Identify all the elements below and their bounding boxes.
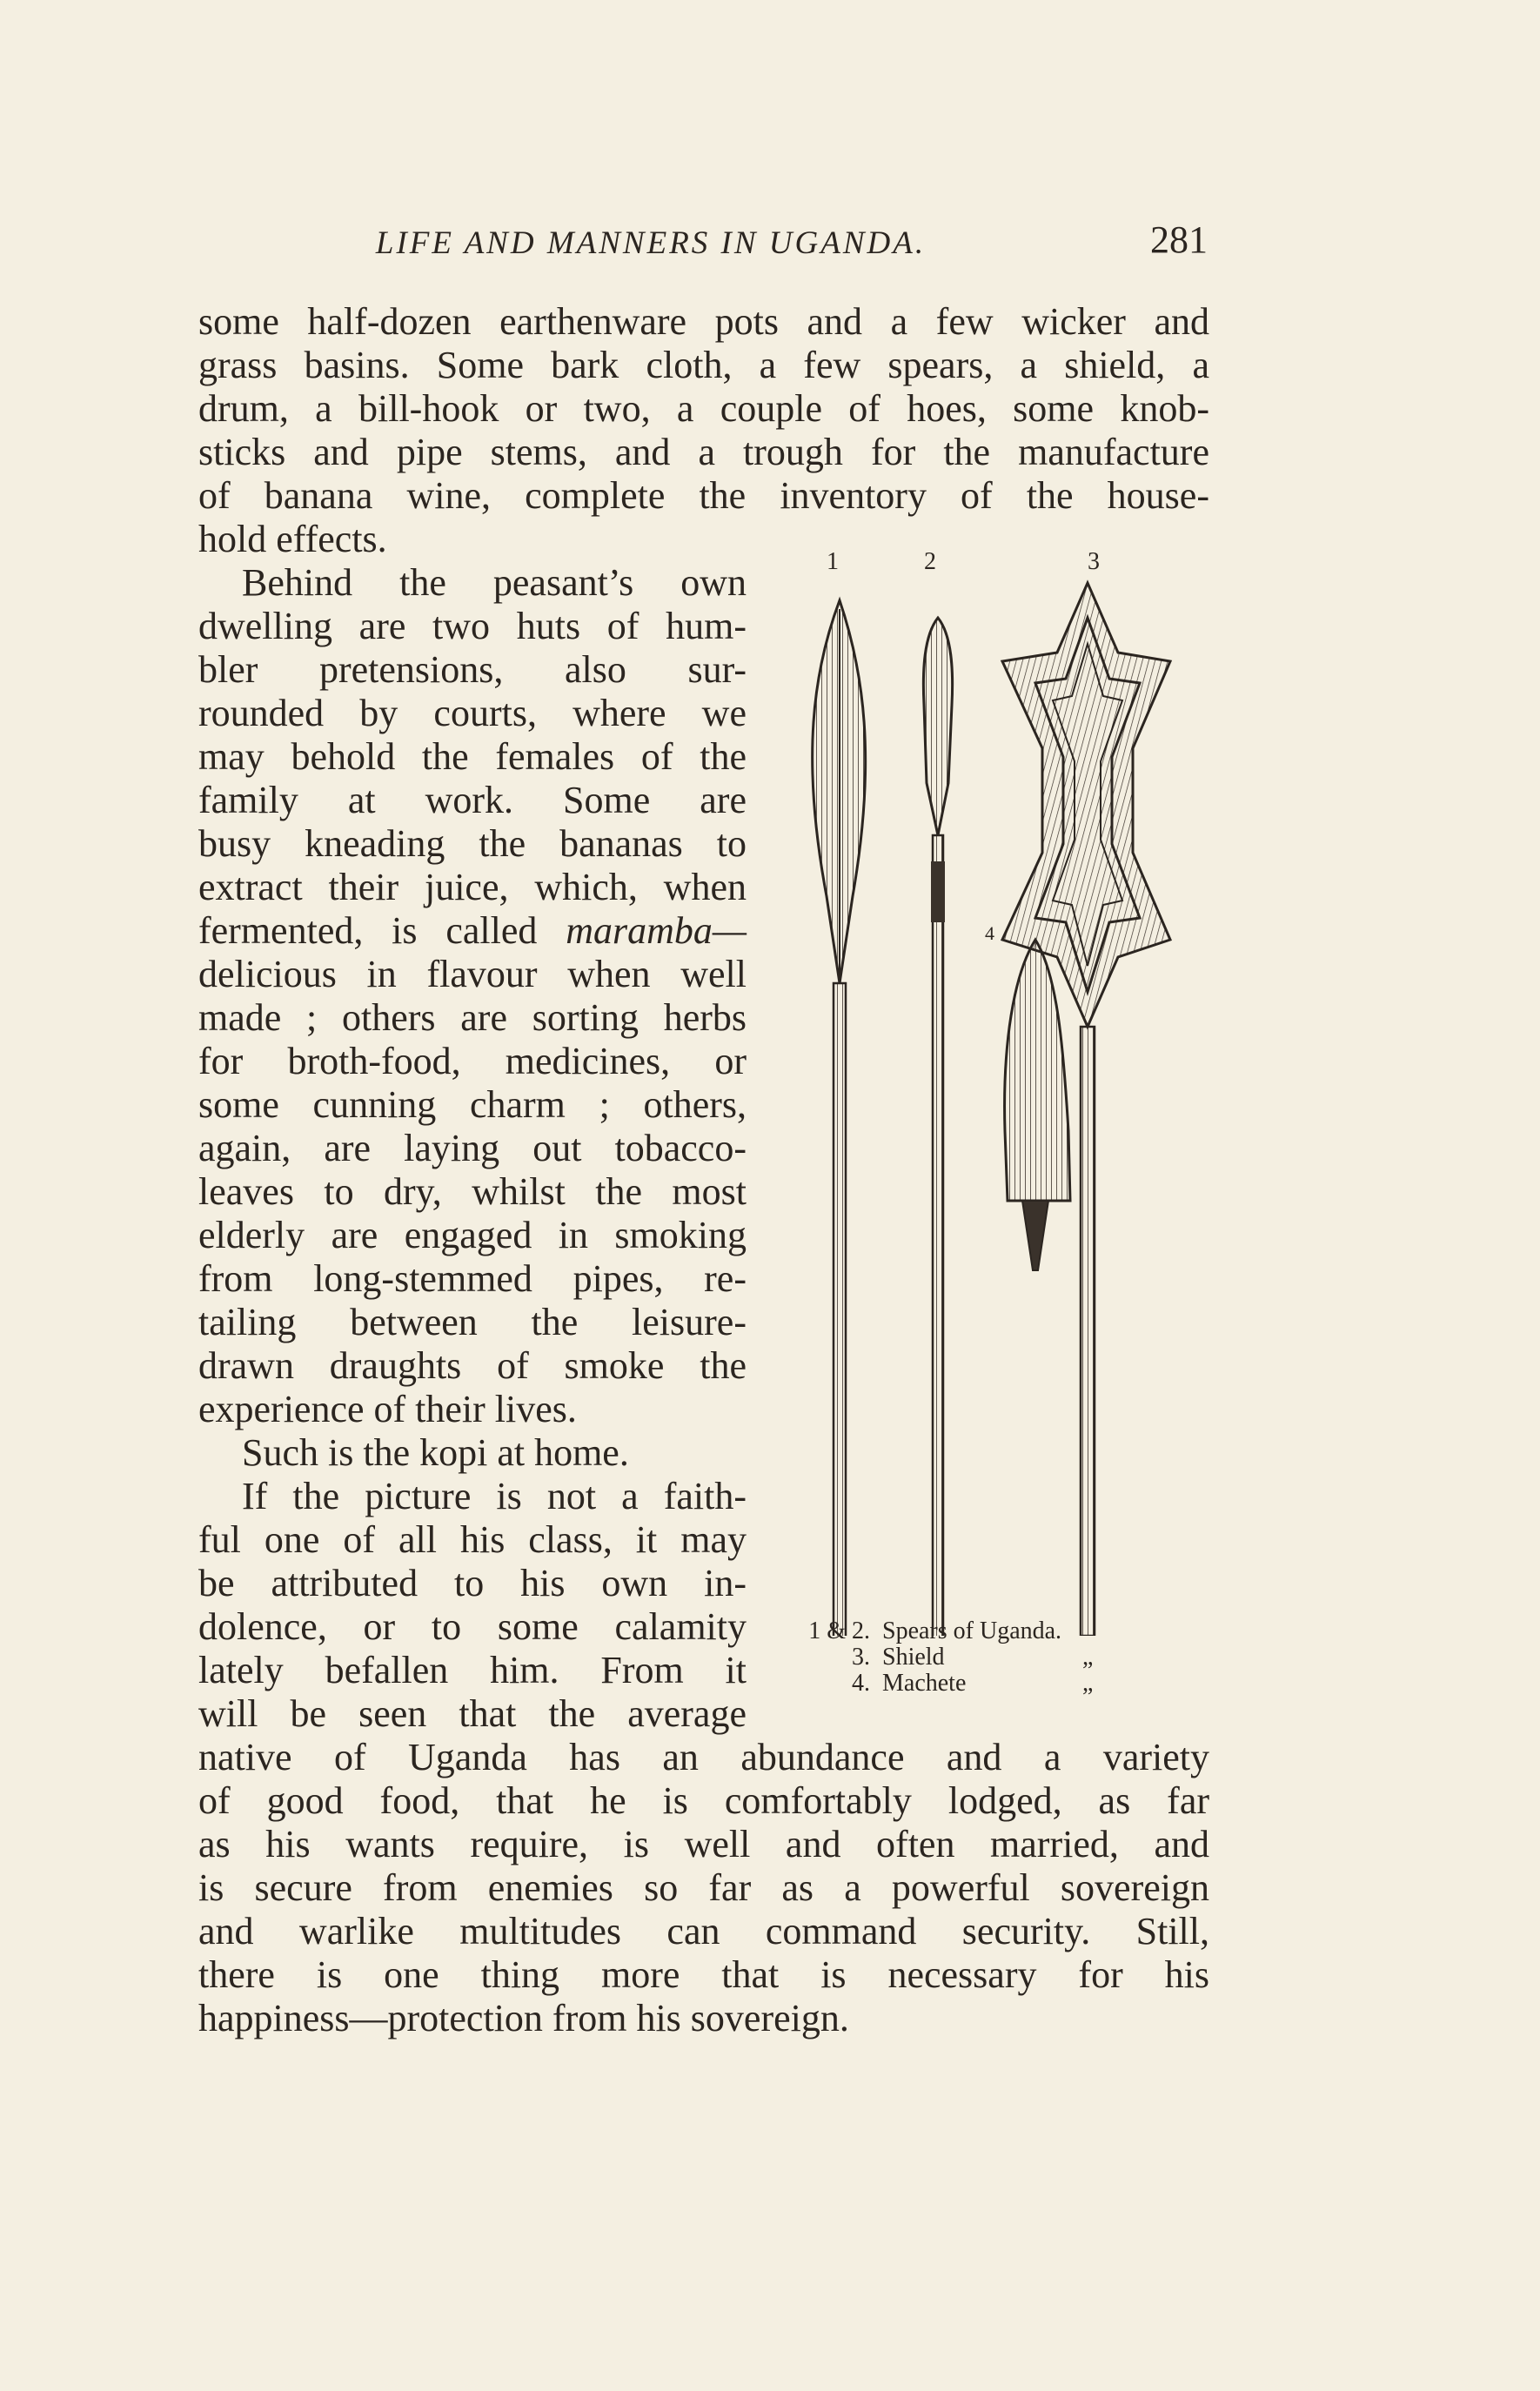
text-line: dolence, or to some calamity	[198, 1605, 747, 1648]
text-line: some half-dozen earthenware pots and a few wicker and	[198, 300, 1209, 343]
text-line: of good food, that he is comfortably lodged, as far	[198, 1779, 1209, 1822]
text-line: from long-stemmed pipes, re-	[198, 1257, 747, 1300]
figure-number-4: 4	[985, 922, 994, 944]
text-line: may behold the females of the	[198, 735, 747, 778]
figure-number-2: 2	[924, 548, 936, 575]
text-line: some cunning charm ; others,	[198, 1083, 747, 1126]
text-line: native of Uganda has an abundance and a variety	[198, 1736, 1209, 1778]
text-line: and warlike multitudes can command security. Still,	[198, 1910, 1209, 1952]
text-line: lately befallen him. From it	[198, 1649, 747, 1691]
figure-number-3: 3	[1088, 548, 1100, 575]
text-line: happiness—protection from his sovereign.	[198, 1997, 849, 2039]
italic-word: maramba—	[566, 909, 747, 952]
figure-caption-1: 1 & 2. Spears of Uganda.	[808, 1617, 1062, 1644]
machete-icon	[1005, 940, 1070, 1270]
text-line: fermented, is called maramba—	[198, 909, 747, 952]
text-line: sticks and pipe stems, and a trough for the manufacture	[198, 431, 1209, 473]
running-head	[198, 218, 1208, 270]
page-number: 281	[1150, 218, 1208, 261]
text-line: Such is the kopi at home.	[242, 1431, 629, 1474]
weapons-illustration	[774, 574, 1183, 1636]
text-line: extract their juice, which, when	[198, 866, 747, 908]
text-line: there is one thing more that is necessary for his	[198, 1953, 1209, 1996]
spear-2-icon	[923, 618, 952, 1636]
text-line: of banana wine, complete the inventory of the house-	[198, 474, 1209, 517]
text-line: tailing between the leisure-	[198, 1301, 747, 1343]
text-line: family at work. Some are	[198, 779, 747, 821]
text-line: bler pretensions, also sur-	[198, 648, 747, 691]
figure-caption-2: 3. Shield „	[852, 1644, 1094, 1671]
text-line: busy kneading the bananas to	[198, 822, 747, 865]
text-line: rounded by courts, where we	[198, 692, 747, 734]
text-line: If the picture is not a faith-	[242, 1475, 747, 1517]
text-line: be attributed to his own in-	[198, 1562, 747, 1604]
text-line: drum, a bill-hook or two, a couple of hoes, some knob-	[198, 387, 1209, 430]
figure-caption-3: 4. Machete „	[852, 1670, 1094, 1697]
text-line: drawn draughts of smoke the	[198, 1344, 747, 1387]
text-line: for broth-food, medicines, or	[198, 1040, 747, 1082]
text-line: made ; others are sorting herbs	[198, 996, 747, 1039]
spear-1-icon	[813, 600, 866, 1636]
text-line: delicious in flavour when well	[198, 953, 747, 995]
text-line: Behind the peasant’s own	[242, 561, 747, 604]
text-line: hold effects.	[198, 518, 387, 560]
text-line: grass basins. Some bark cloth, a few spears, a shield, a	[198, 344, 1209, 386]
figure-number-1: 1	[827, 548, 839, 575]
text-line: leaves to dry, whilst the most	[198, 1170, 747, 1213]
running-title: LIFE AND MANNERS IN UGANDA.	[375, 225, 927, 261]
text-line: as his wants require, is well and often married, and	[198, 1823, 1209, 1865]
text-line: elderly are engaged in smoking	[198, 1214, 747, 1256]
text-line: dwelling are two huts of hum-	[198, 605, 747, 647]
text-line: experience of their lives.	[198, 1388, 577, 1430]
text-line: again, are laying out tobacco-	[198, 1127, 747, 1169]
text-line: ful one of all his class, it may	[198, 1518, 747, 1561]
text-line: will be seen that the average	[198, 1692, 747, 1735]
text-line: is secure from enemies so far as a powerful sovereign	[198, 1866, 1209, 1909]
weapons-figure	[774, 539, 1183, 1705]
